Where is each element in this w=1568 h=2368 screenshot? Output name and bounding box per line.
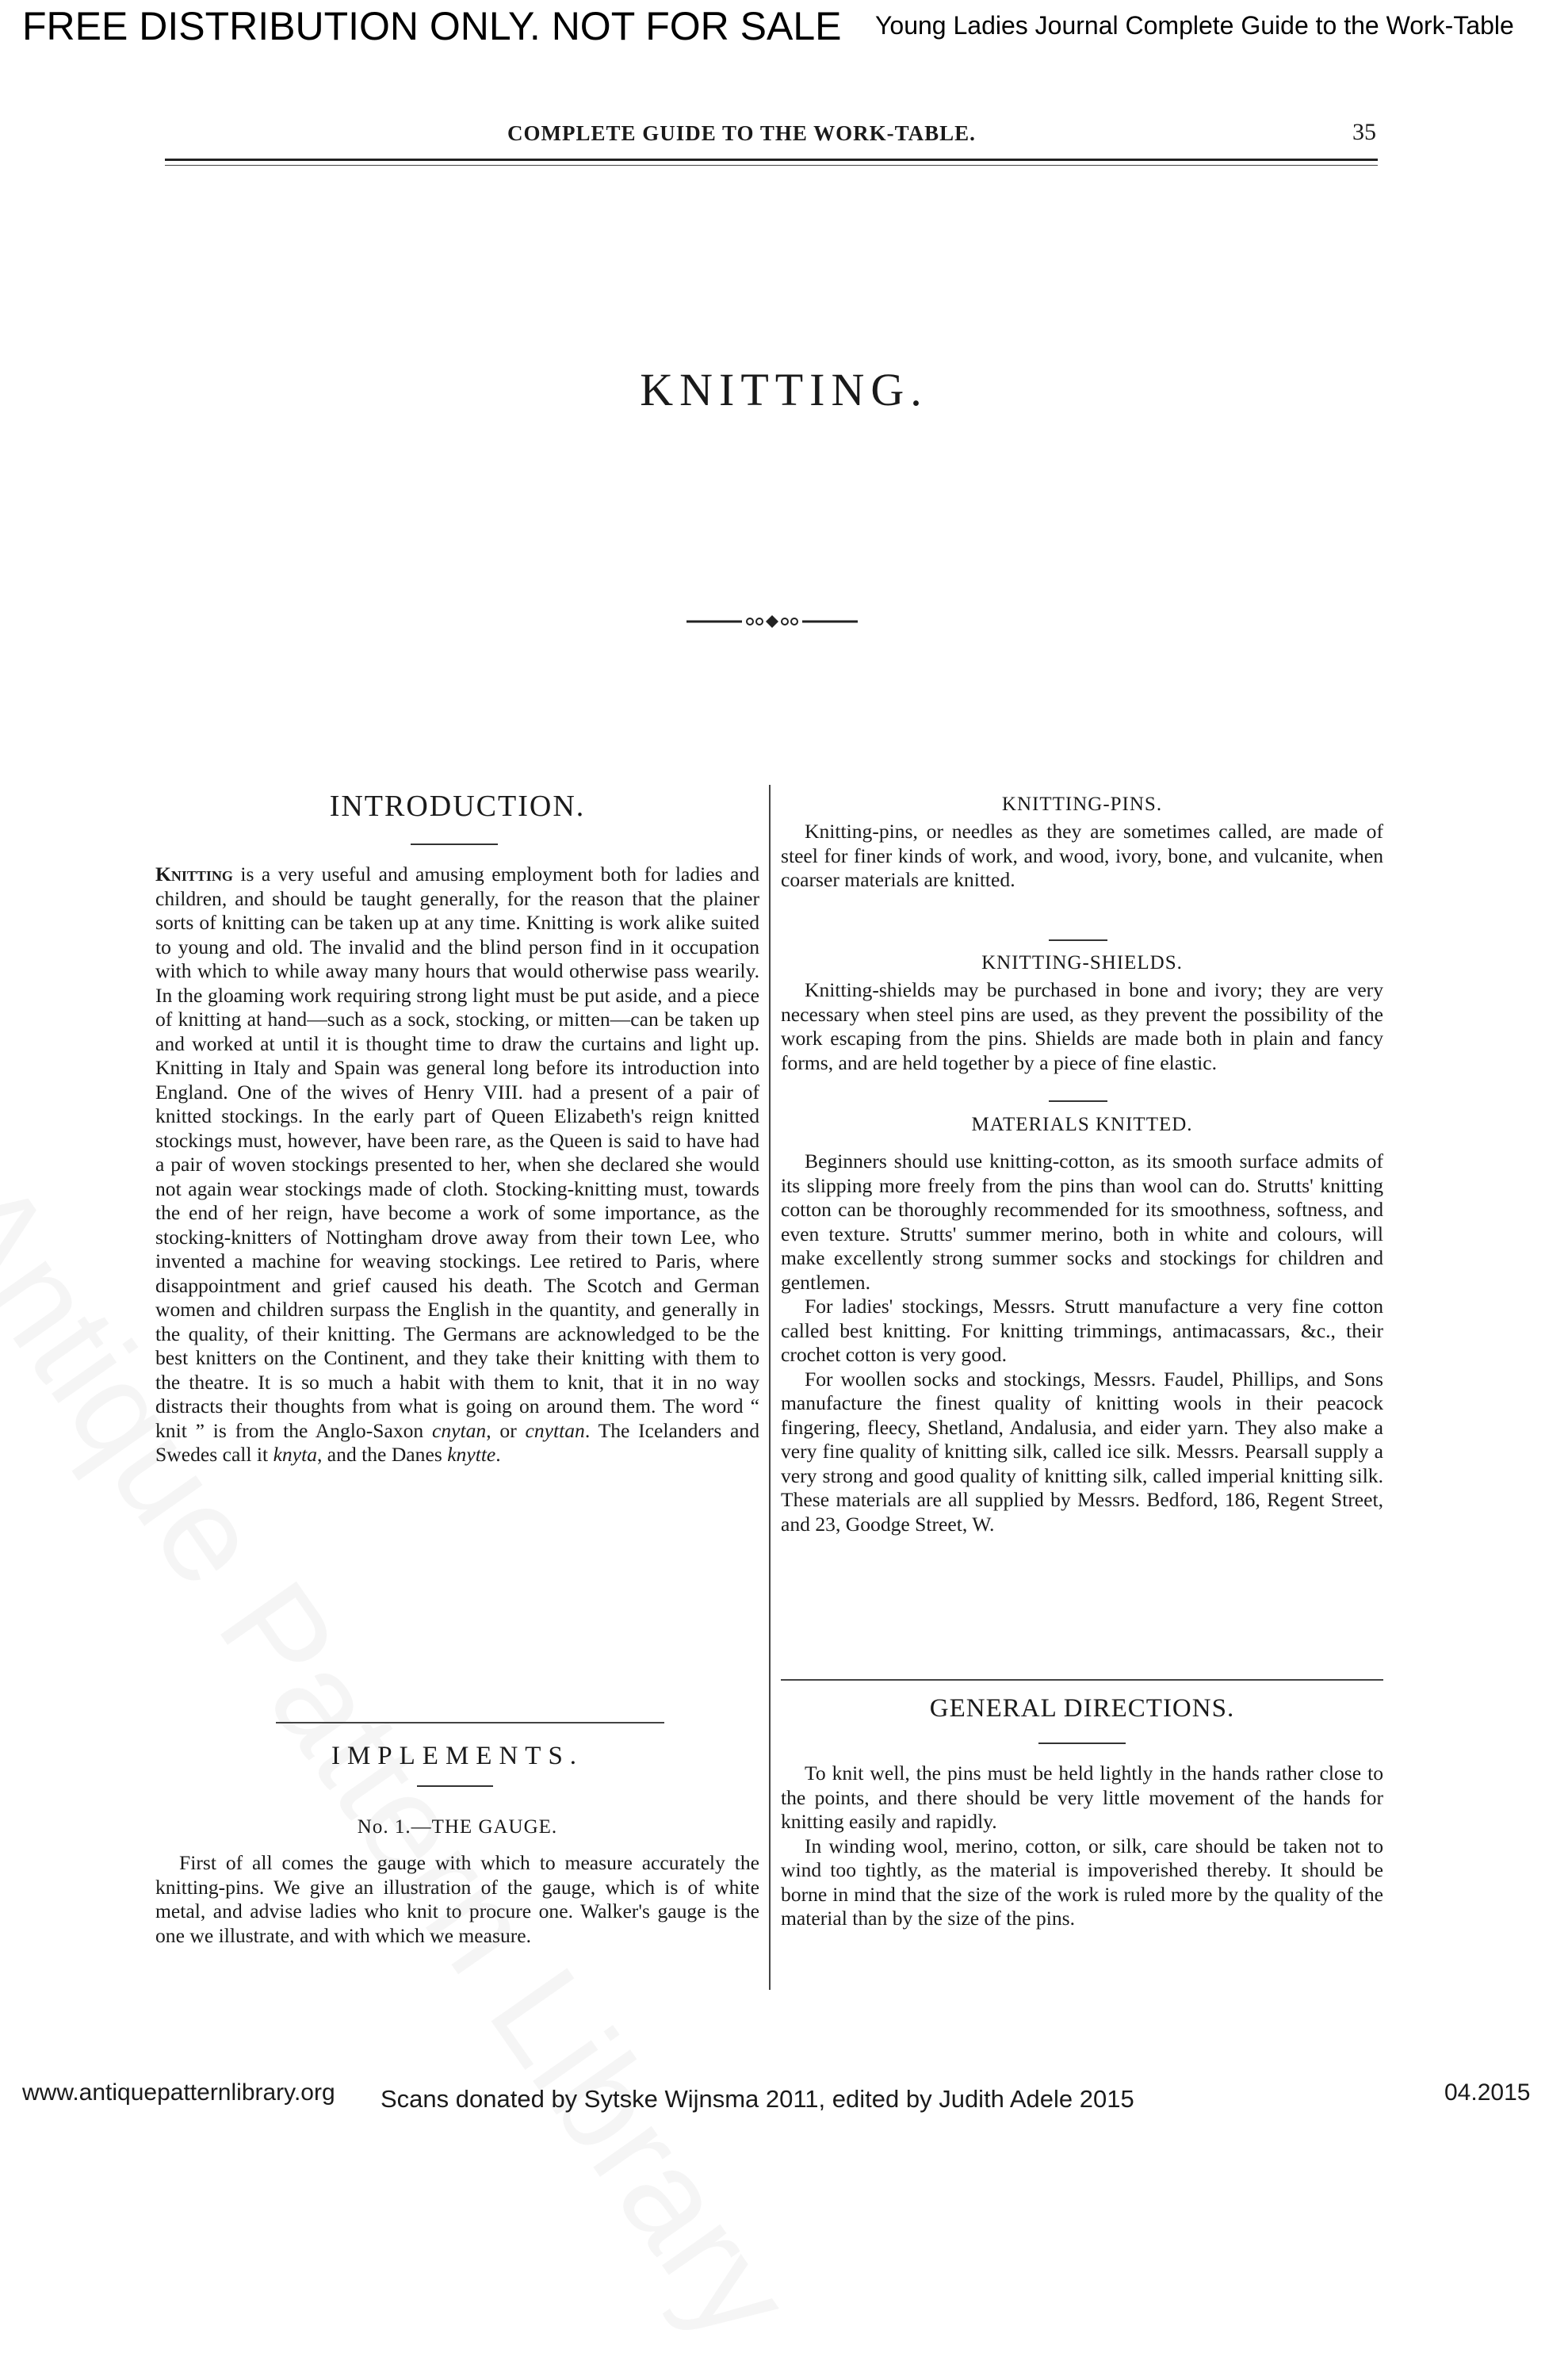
general-directions-heading: GENERAL DIRECTIONS. — [929, 1694, 1235, 1723]
knitting-pins-heading: KNITTING-PINS. — [1001, 794, 1163, 815]
gauge-body: First of all comes the gauge with which to measure accurately the knitting-pins. We give an illustration of the gauge, which is of white metal, and advise ladies who knit to procure one. Walker's gauge is the one we illustrate, and with which we measure. — [155, 1851, 759, 1947]
materials-body: Beginners should use knitting-cotton, as its smooth surface admits of its slipping more freely from the pins than wool can do. Strutts' knitting cotton can be thoroughly recommended for its smoothness, softness, and even texture. Strutts' summer merino, both in white and colours, will make excellently strong summer socks and stockings for children and gentlemen. For ladies' stockings, Messrs. Strutt manufacture a very fine cotton called best knitting. For knitting trimmings, antimacassars, &c., their crochet cotton is very good. For woollen socks and stockings, Messrs. Faudel, Phillips, and Sons manufacture the finest quality of knitting wools in their peacock fingering, fleecy, Shetland, Andalusia, and eider yarn. They also make a very fine quality of knitting silk, called ice silk. Messrs. Pearsall supply a very strong and good quality of knitting silk, called imperial knitting silk. These materials are all supplied by Messrs. Bedford, 186, Regent Street, and 23, Goodge Street, W. — [781, 1150, 1383, 1536]
page-title: KNITTING. — [640, 364, 928, 415]
section-rule-long — [276, 1722, 664, 1723]
introduction-body: Knitting is a very useful and amusing employment both for ladies and children, and should be taught generally, for the reason that the plainer sorts of knitting can be taken up at any time. Knitting is work alike suited to young and old. The invalid and the blind person find in it occupation with which to while away many hours that would otherwise pass wearily. In the gloaming work requiring strong light must be put aside, and a piece of knitting at hand—such as a sock, stocking, or mitten—can be taken up and worked at until it is thought time to draw the curtains and light up. Knitting in Italy and Spain was general long before its introduction into England. One of the wives of Henry VIII. had a present of a pair of knitted stockings. In the early part of Queen Elizabeth's reign knitted stockings must, however, have been rare, as the Queen is said to have had a pair of woven stockings presented to her, when she declared she would not again wear stockings made of cloth. Stocking-knitting must, towards the end of her reign, have become a work of some importance, as the stocking-knitters of Nottingham drove away from their town Lee, who invented a machine for weaving stockings. Lee retired to Paris, where disappointment and grief caused his death. The Scotch and German women and children surpass the English in the quantity, and generally in the quality, of their knitting. The Germans are acknowledged to be the best knitters on the Continent, and they take their knitting with them to the theatre. It is so much a habit with them to knit, that it in no way distracts their thoughts from what is going on around them. The word “ knit ” is from the Anglo-Saxon cnytan, or cnyttan. The Icelanders and Swedes call it knyta, and the Danes knytte. — [155, 863, 760, 1466]
implements-heading: IMPLEMENTS. — [331, 1742, 584, 1770]
distribution-notice: FREE DISTRIBUTION ONLY. NOT FOR SALE — [22, 4, 842, 48]
page-number: 35 — [1352, 119, 1376, 145]
introduction-heading: INTRODUCTION. — [329, 790, 586, 823]
header-rule-thin — [165, 165, 1378, 166]
section-rule-long — [781, 1679, 1383, 1681]
ornament-divider — [686, 612, 858, 631]
gauge-heading: No. 1.—THE GAUGE. — [357, 1816, 558, 1838]
lead-word: Knitting — [155, 863, 233, 886]
materials-heading: MATERIALS KNITTED. — [971, 1114, 1193, 1135]
credits: Scans donated by Sytske Wijnsma 2011, edited by Judith Adele 2015 — [381, 2085, 1134, 2113]
running-head: COMPLETE GUIDE TO THE WORK-TABLE. — [507, 121, 976, 145]
section-rule — [1049, 1100, 1107, 1102]
knitting-shields-heading: KNITTING-SHIELDS. — [981, 952, 1183, 974]
column-divider — [769, 785, 771, 1990]
source-title: Young Ladies Journal Complete Guide to the Work-Table — [875, 11, 1514, 40]
section-rule — [411, 844, 498, 845]
section-rule — [417, 1785, 493, 1787]
edition-date: 04.2015 — [1444, 2079, 1531, 2106]
library-url: www.antiquepatternlibrary.org — [22, 2079, 335, 2106]
header-rule — [165, 159, 1378, 161]
knitting-pins-body: Knitting-pins, or needles as they are sometimes called, are made of steel for finer kinds of work, and wood, ivory, bone, and vulcanite, when coarser materials are knitted. — [781, 820, 1383, 891]
section-rule — [1038, 1743, 1126, 1744]
knitting-shields-body: Knitting-shields may be purchased in bone and ivory; they are very necessary when steel pins are used, as they prevent the possibility of the work escaping from the pins. Shields are made both in plain and fancy forms, and are held together by a piece of fine elastic. — [781, 978, 1383, 1074]
general-directions-body: To knit well, the pins must be held lightly in the hands rather close to the points, and there should be very little movement of the hands for knitting easily and rapidly. In winding wool, merino, cotton, or silk, care should be taken not to wind too tightly, as the material is impoverished thereby. It should be borne in mind that the size of the work is ruled more by the quality of the material than by the size of the pins. — [781, 1762, 1383, 1930]
section-rule — [1049, 939, 1107, 941]
